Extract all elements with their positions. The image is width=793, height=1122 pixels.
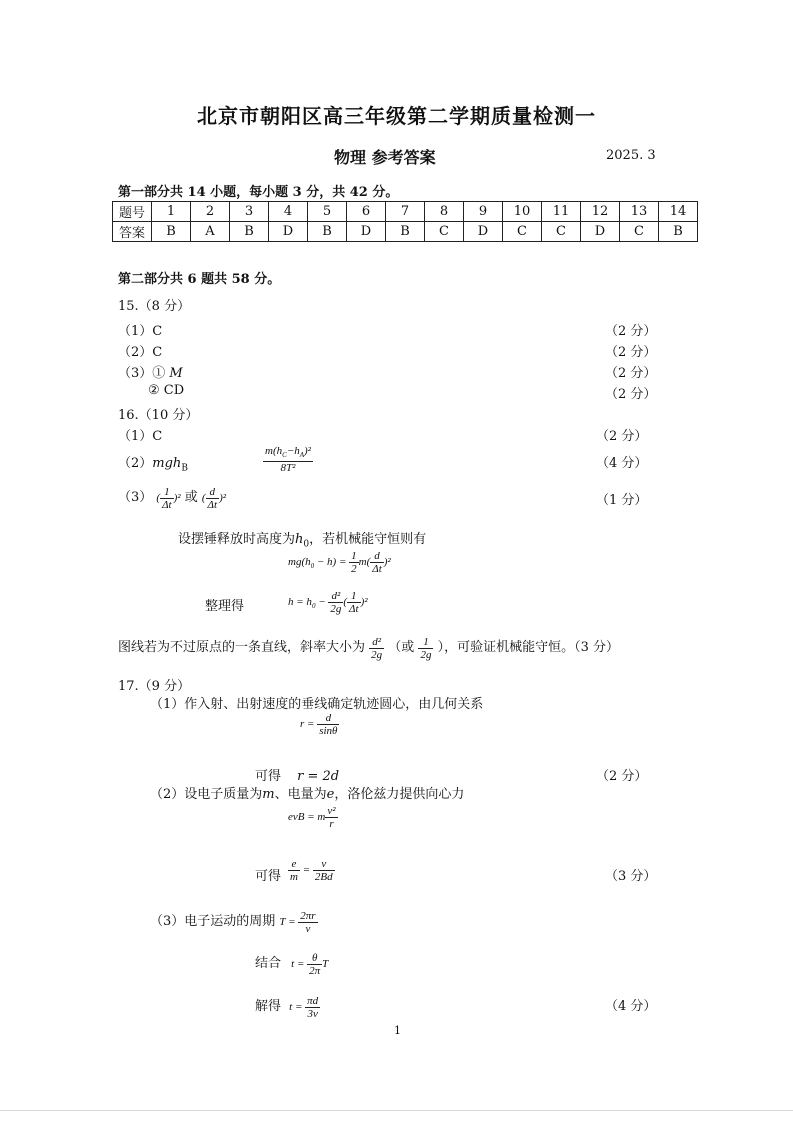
row-label-answer: 答案 <box>113 222 152 242</box>
answer-cell: D <box>347 222 386 242</box>
q17-radius-formula: r = $\frac{d}{\sin\theta}$ <box>300 712 338 737</box>
q16-setup-tail: ，若机械能守恒则有 <box>309 532 427 547</box>
q16-points-1: （2 分） <box>596 429 648 444</box>
part2-intro: 第二部分共 6 题共 58 分。 <box>118 272 281 287</box>
q17-combine-label: 结合 <box>255 956 282 972</box>
q15-points-3: （2 分） <box>605 366 657 381</box>
q16-conclusion-c: ），可验证机械能守恒。（3 分） <box>437 640 619 656</box>
q16-arrange-label: 整理得 <box>205 599 245 614</box>
question-number: 10 <box>503 202 542 222</box>
q17-combine: 结合 t = $\frac{\theta}{2\pi}$ T <box>255 952 329 977</box>
question-number: 11 <box>542 202 581 222</box>
q15-answer-3a-label: （3）① <box>118 366 166 381</box>
table-row-answers <box>113 222 698 242</box>
question-number: 13 <box>620 202 659 222</box>
q17-solve: 解得 t = $\frac{\pi d}{3v}$ <box>255 995 319 1020</box>
answer-cell: B <box>386 222 425 242</box>
answer-cell: D <box>581 222 620 242</box>
q17-result-1-value: r = 2d <box>297 769 340 784</box>
part1-intro: 第一部分共 14 小题，每小题 3 分，共 42 分。 <box>118 185 399 200</box>
answer-cell: C <box>425 222 464 242</box>
question-number: 14 <box>659 202 698 222</box>
q16-points-2: （4 分） <box>596 456 648 471</box>
q17-step-3: （3）电子运动的周期 T = $\frac{2\pi r}{v}$ <box>150 910 316 935</box>
question-number: 4 <box>269 202 308 222</box>
q16-answer-3-or: 或 <box>184 490 198 506</box>
q17-result-1-label: 可得 <box>255 769 282 784</box>
q16-answer-3-formula-b: ( $\frac{d}{\Delta t}$ )² <box>201 486 227 511</box>
q17-solve-label: 解得 <box>255 999 282 1015</box>
question-number: 8 <box>425 202 464 222</box>
answer-cell: B <box>152 222 191 242</box>
q16-answer-2 <box>118 452 188 474</box>
q17-result-2-label: 可得 <box>255 869 282 884</box>
table-row-numbers <box>113 202 698 222</box>
q15-answer-1: （1）C <box>118 324 163 339</box>
answer-cell: C <box>620 222 659 242</box>
q17-step-2-c: ，洛伦兹力提供向心力 <box>334 787 465 802</box>
answer-cell: B <box>230 222 269 242</box>
question-number: 2 <box>191 202 230 222</box>
answer-cell: C <box>542 222 581 242</box>
answer-cell: B <box>659 222 698 242</box>
answer-cell: D <box>269 222 308 242</box>
q17-step-2-b: 、电量为 <box>274 787 327 802</box>
q15-points-4: （2 分） <box>605 387 657 402</box>
question-number: 5 <box>308 202 347 222</box>
q17-step-1: （1）作入射、出射速度的垂线确定轨迹圆心，由几何关系 <box>150 697 484 712</box>
question-number: 1 <box>152 202 191 222</box>
row-label-number: 题号 <box>113 202 152 222</box>
q15-points-2: （2 分） <box>605 345 657 360</box>
q16-conclusion-a: 图线若为不过原点的一条直线，斜率大小为 <box>118 640 366 656</box>
question-number: 9 <box>464 202 503 222</box>
q15-answer-3a-symbol: M <box>169 366 183 381</box>
page-bottom-rule <box>0 1110 793 1111</box>
question-number: 6 <box>347 202 386 222</box>
q15-answer-3b: ② CD <box>148 383 185 398</box>
q16-setup: 设摆锤释放时高度为$h_0$，若机械能守恒则有 <box>178 532 427 550</box>
q16-answer-1: （1）C <box>118 429 163 444</box>
page-title: 北京市朝阳区高三年级第二学期质量检测一 <box>197 104 596 128</box>
q17-points-2: （3 分） <box>605 869 657 884</box>
page-number: 1 <box>394 1024 401 1037</box>
page-subtitle: 物理 参考答案 <box>334 148 436 167</box>
q16-answer-3 <box>118 486 226 511</box>
q15-answer-3a <box>118 362 183 381</box>
q17-points-3: （4 分） <box>605 999 657 1014</box>
q16-answer-2-label: （2） <box>118 456 153 471</box>
q17-step-2-a: （2）设电子质量为 <box>150 787 263 802</box>
answer-cell: B <box>308 222 347 242</box>
q16-setup-text: 设摆锤释放时高度为 <box>178 532 296 547</box>
q16-conclusion: 图线若为不过原点的一条直线，斜率大小为 $\frac{\text{d²}}{2g}$ （或 $\frac{1}{2g}$ ），可验证机械能守恒。（3 分） <box>118 636 619 661</box>
q16-answer-2-expr: mgh <box>152 456 182 471</box>
q16-arranged-equation: $h = h_0$ − $\frac{\text{d²}}{2g}$ ( $\frac{1}{\Delta t}$ )² <box>288 590 368 615</box>
q16-points-3: （1 分） <box>596 493 648 508</box>
answer-cell: C <box>503 222 542 242</box>
question-number: 3 <box>230 202 269 222</box>
exam-date: 2025. 3 <box>606 148 656 163</box>
q15-answer-2: （2）C <box>118 345 163 360</box>
q17-result-2-formula: $\frac{e}{m}$ = $\frac{v}{2Bd}$ <box>290 858 333 883</box>
q16-answer-3-label: （3） <box>118 490 153 506</box>
answer-table <box>112 201 698 242</box>
q17-step-3-label: （3）电子运动的周期 <box>150 914 276 930</box>
question-number: 12 <box>581 202 620 222</box>
q17-points-1: （2 分） <box>596 769 648 784</box>
q17-heading: 17.（9 分） <box>118 679 191 694</box>
q16-formula-energy: $\frac{m(h_C-h_A)^2}{\text{8T²}}$ <box>265 445 311 475</box>
q17-result-1 <box>255 765 339 784</box>
q16-energy-equation: $mg(h_0 - h)$ = $\frac{1}{2}$ m( $\frac{d}{\Delta t}$ )² <box>288 550 391 575</box>
question-number: 7 <box>386 202 425 222</box>
q16-answer-3-formula-a: ( $\frac{1}{\Delta t}$ )² <box>156 486 181 511</box>
q16-heading: 16.（10 分） <box>118 408 199 423</box>
q17-step-2: （2）设电子质量为m、电量为e，洛伦兹力提供向心力 <box>150 787 465 802</box>
answer-cell: D <box>464 222 503 242</box>
q15-points-1: （2 分） <box>605 324 657 339</box>
q16-conclusion-b: （或 <box>388 640 415 656</box>
answer-cell: A <box>191 222 230 242</box>
q17-force-equation: evB = m $\frac{\text{v²}}{r}$ <box>288 805 336 830</box>
q16-answer-2-sub: B <box>181 463 188 474</box>
q15-heading: 15.（8 分） <box>118 299 191 314</box>
